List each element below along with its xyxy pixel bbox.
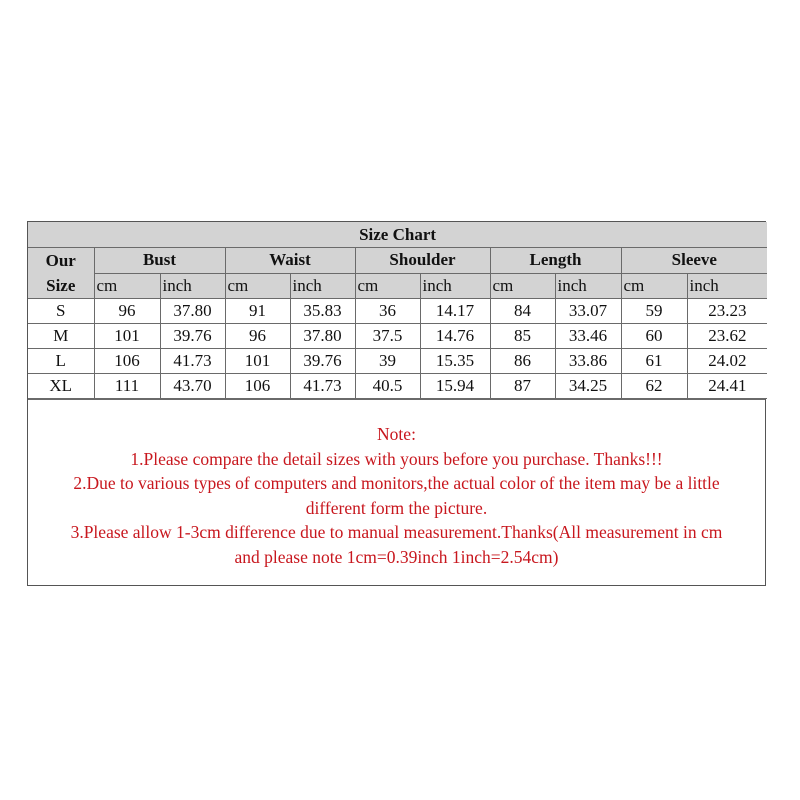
value-cell: 37.5 <box>355 324 420 349</box>
unit-label: cm <box>355 273 420 299</box>
our-size-header <box>28 248 94 299</box>
value-cell: 23.62 <box>687 324 767 349</box>
unit-label: inch <box>160 273 225 299</box>
value-cell: 24.02 <box>687 349 767 374</box>
value-cell: 101 <box>94 324 160 349</box>
value-cell: 15.35 <box>420 349 490 374</box>
value-cell: 33.07 <box>555 299 621 324</box>
value-cell: 106 <box>225 374 290 399</box>
value-cell: 39.76 <box>290 349 355 374</box>
note-line: different form the picture. <box>305 497 488 518</box>
note-line: 2.Due to various types of computers and monitors,the actual color of the item may be a little <box>73 473 720 493</box>
value-cell: 14.76 <box>420 324 490 349</box>
size-label: L <box>28 349 94 374</box>
shoulder-header: Shoulder <box>355 248 490 274</box>
group-header-row <box>28 248 767 274</box>
bust-header: Bust <box>94 248 225 274</box>
unit-label: inch <box>555 273 621 299</box>
table-row <box>28 374 767 399</box>
value-cell: 37.80 <box>290 324 355 349</box>
value-cell: 24.41 <box>687 374 767 399</box>
value-cell: 33.46 <box>555 324 621 349</box>
value-cell: 91 <box>225 299 290 324</box>
value-cell: 39 <box>355 349 420 374</box>
sleeve-header: Sleeve <box>621 248 767 274</box>
table-row <box>28 299 767 324</box>
table-row <box>28 324 767 349</box>
unit-label: inch <box>687 273 767 299</box>
our-size-line1: Our <box>45 251 76 270</box>
unit-label: cm <box>621 273 687 299</box>
unit-label: inch <box>290 273 355 299</box>
value-cell: 60 <box>621 324 687 349</box>
size-label: XL <box>28 374 94 399</box>
length-header: Length <box>490 248 621 274</box>
value-cell: 23.23 <box>687 299 767 324</box>
value-cell: 33.86 <box>555 349 621 374</box>
value-cell: 41.73 <box>160 349 225 374</box>
value-cell: 39.76 <box>160 324 225 349</box>
unit-label: inch <box>420 273 490 299</box>
value-cell: 43.70 <box>160 374 225 399</box>
value-cell: 37.80 <box>160 299 225 324</box>
value-cell: 96 <box>225 324 290 349</box>
value-cell: 41.73 <box>290 374 355 399</box>
value-cell: 86 <box>490 349 555 374</box>
waist-header: Waist <box>225 248 355 274</box>
value-cell: 87 <box>490 374 555 399</box>
value-cell: 96 <box>94 299 160 324</box>
value-cell: 15.94 <box>420 374 490 399</box>
value-cell: 111 <box>94 374 160 399</box>
value-cell: 84 <box>490 299 555 324</box>
unit-label: cm <box>225 273 290 299</box>
value-cell: 85 <box>490 324 555 349</box>
note-line: 3.Please allow 1-3cm difference due to manual measurement.Thanks(All measurement in cm <box>70 522 723 542</box>
table-row <box>28 349 767 374</box>
unit-label: cm <box>490 273 555 299</box>
note-heading: Note: <box>377 424 416 444</box>
size-chart <box>27 221 766 586</box>
value-cell: 59 <box>621 299 687 324</box>
value-cell: 35.83 <box>290 299 355 324</box>
value-cell: 36 <box>355 299 420 324</box>
value-cell: 106 <box>94 349 160 374</box>
our-size-line2: Size <box>46 276 76 295</box>
value-cell: 40.5 <box>355 374 420 399</box>
note-line: 1.Please compare the detail sizes with yours before you purchase. Thanks!!! <box>130 448 663 469</box>
title-row <box>28 222 767 248</box>
size-table <box>28 222 767 399</box>
value-cell: 34.25 <box>555 374 621 399</box>
value-cell: 14.17 <box>420 299 490 324</box>
value-cell: 61 <box>621 349 687 374</box>
note-box <box>28 399 765 585</box>
note-line: and please note 1cm=0.39inch 1inch=2.54cm) <box>234 546 559 567</box>
unit-header-row <box>28 273 767 299</box>
size-label: M <box>28 324 94 349</box>
value-cell: 62 <box>621 374 687 399</box>
size-label: S <box>28 299 94 324</box>
value-cell: 101 <box>225 349 290 374</box>
chart-title: Size Chart <box>28 222 767 248</box>
unit-label: cm <box>94 273 160 299</box>
